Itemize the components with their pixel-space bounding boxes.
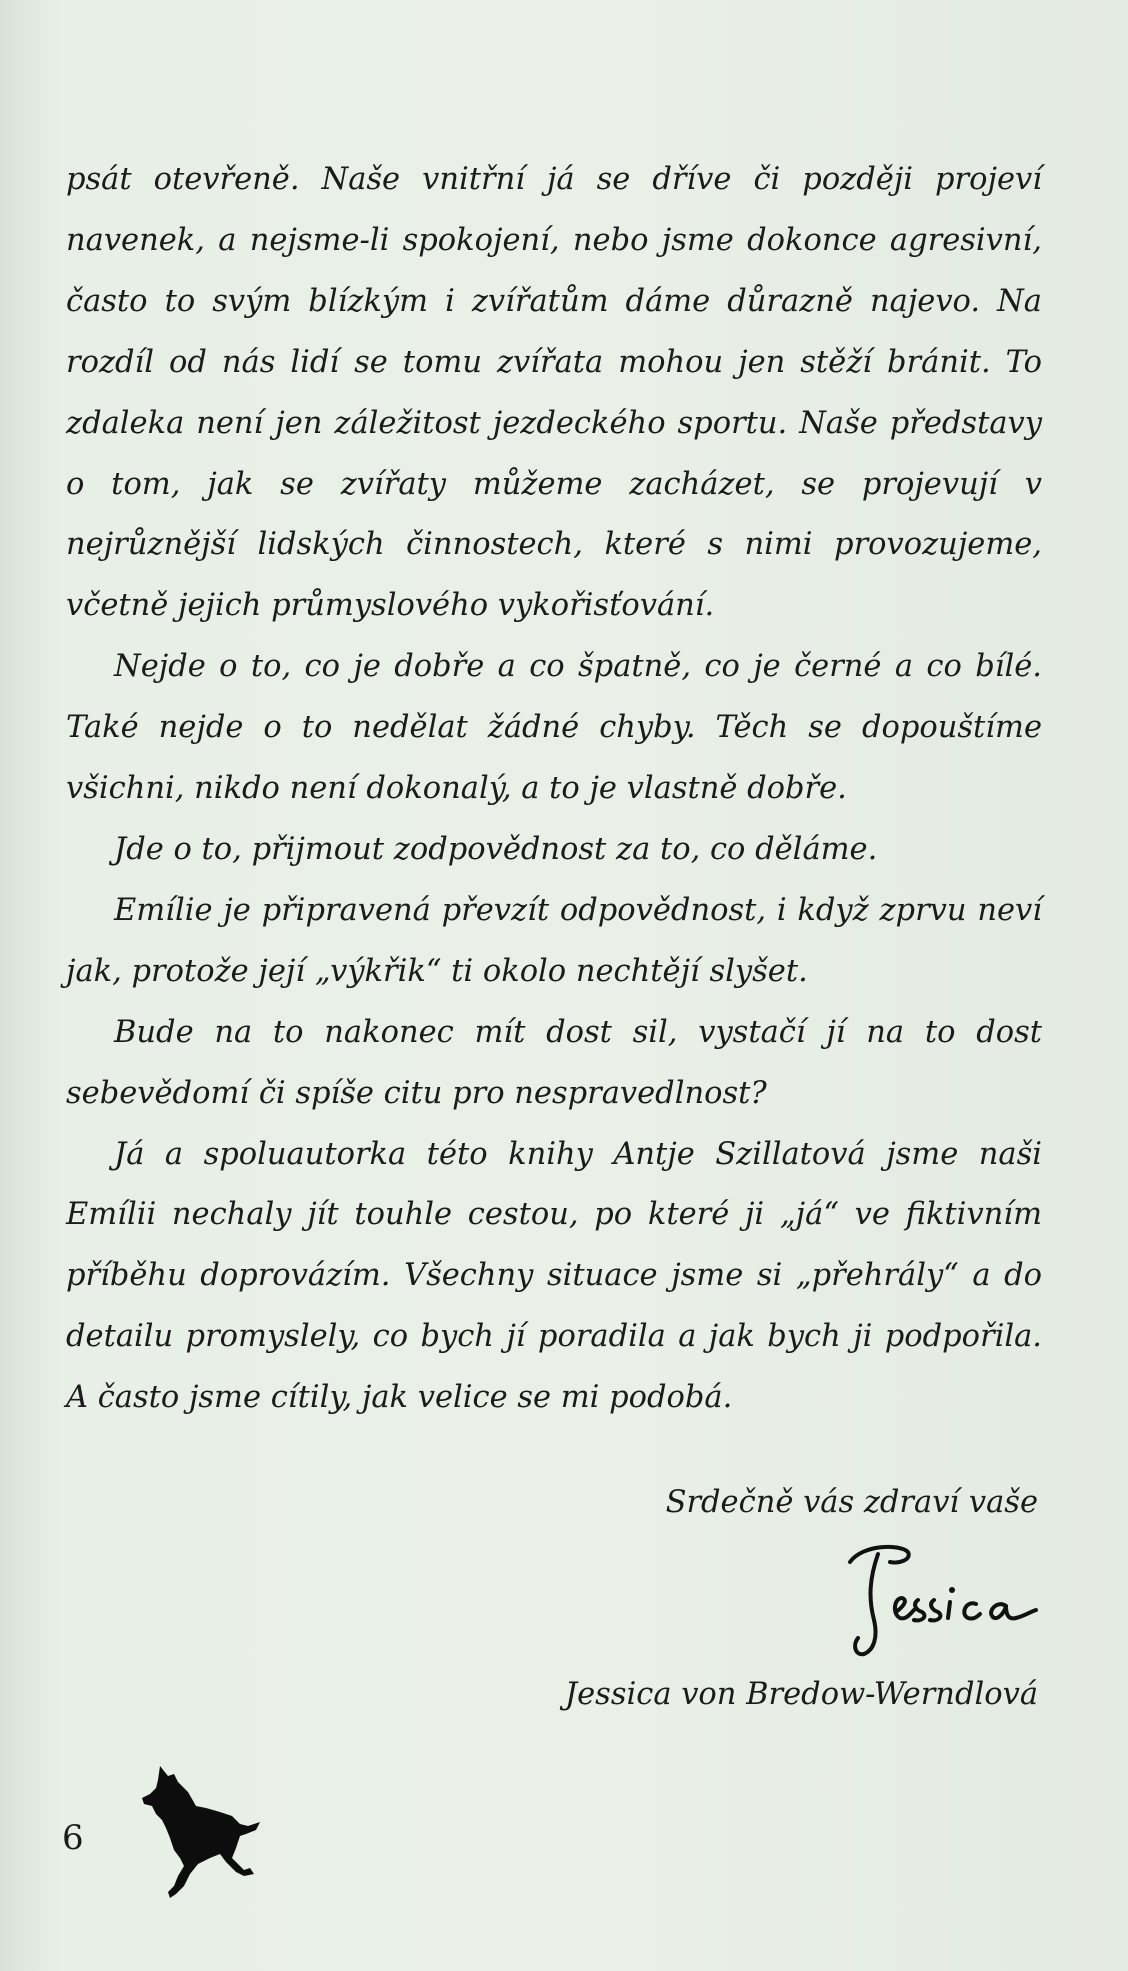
paragraph-6: Já a spoluautorka této knihy Antje Szillatová jsme naši Emílii nechaly jít touhle cestou, po které ji „já“ ve fiktivním příběhu doprovázím. Všechny situace jsme si „přehrály“ a do detailu promyslely, co bych jí poradila a jak bych ji podpořila. A často jsme cítily, jak velice se mi podobá.	[66, 1136, 1042, 1416]
paragraph-5: Bude na to nakonec mít dost sil, vystačí jí na to dost sebevědomí či spíše citu pro nespravedlnost?	[66, 1014, 1042, 1111]
paragraph-4: Emílie je připravená převzít odpovědnost, i když zprvu neví jak, protože její „výkřik“ ti okolo nechtějí slyšet.	[66, 892, 1042, 989]
horse-icon	[140, 1762, 264, 1900]
paragraph-2: Nejde o to, co je dobře a co špatně, co je černé a co bílé. Také nejde o to nedělat žádné chyby. Těch se dopouštíme všichni, nikdo není dokonalý, a to je vlastně dobře.	[66, 649, 1042, 807]
page-number: 6	[62, 1818, 84, 1858]
author-name: Jessica von Bredow-Werndlová	[564, 1677, 1038, 1712]
handwritten-signature	[838, 1542, 1043, 1662]
paragraph-1: psát otevřeně. Naše vnitřní já se dříve či později projeví navenek, a nejsme-li spokojení, nebo jsme dokonce agresivní, často to svým blízkým i zvířatům dáme důrazně najevo. Na rozdíl od nás lidí se tomu zvířata mohou jen stěží bránit. To zdaleka není jen záležitost jezdeckého sportu. Naše představy o tom, jak se zvířaty můžeme zacházet, se projevují v nejrůznější lidských činnostech, které s nimi provozujeme, včetně jejich průmyslového vykořisťování.	[66, 162, 1042, 624]
paragraph-3: Jde o to, přijmout zodpovědnost za to, co děláme.	[114, 831, 878, 867]
closing-greeting: Srdečně vás zdraví vaše	[665, 1485, 1038, 1520]
body-text	[66, 150, 1042, 1429]
